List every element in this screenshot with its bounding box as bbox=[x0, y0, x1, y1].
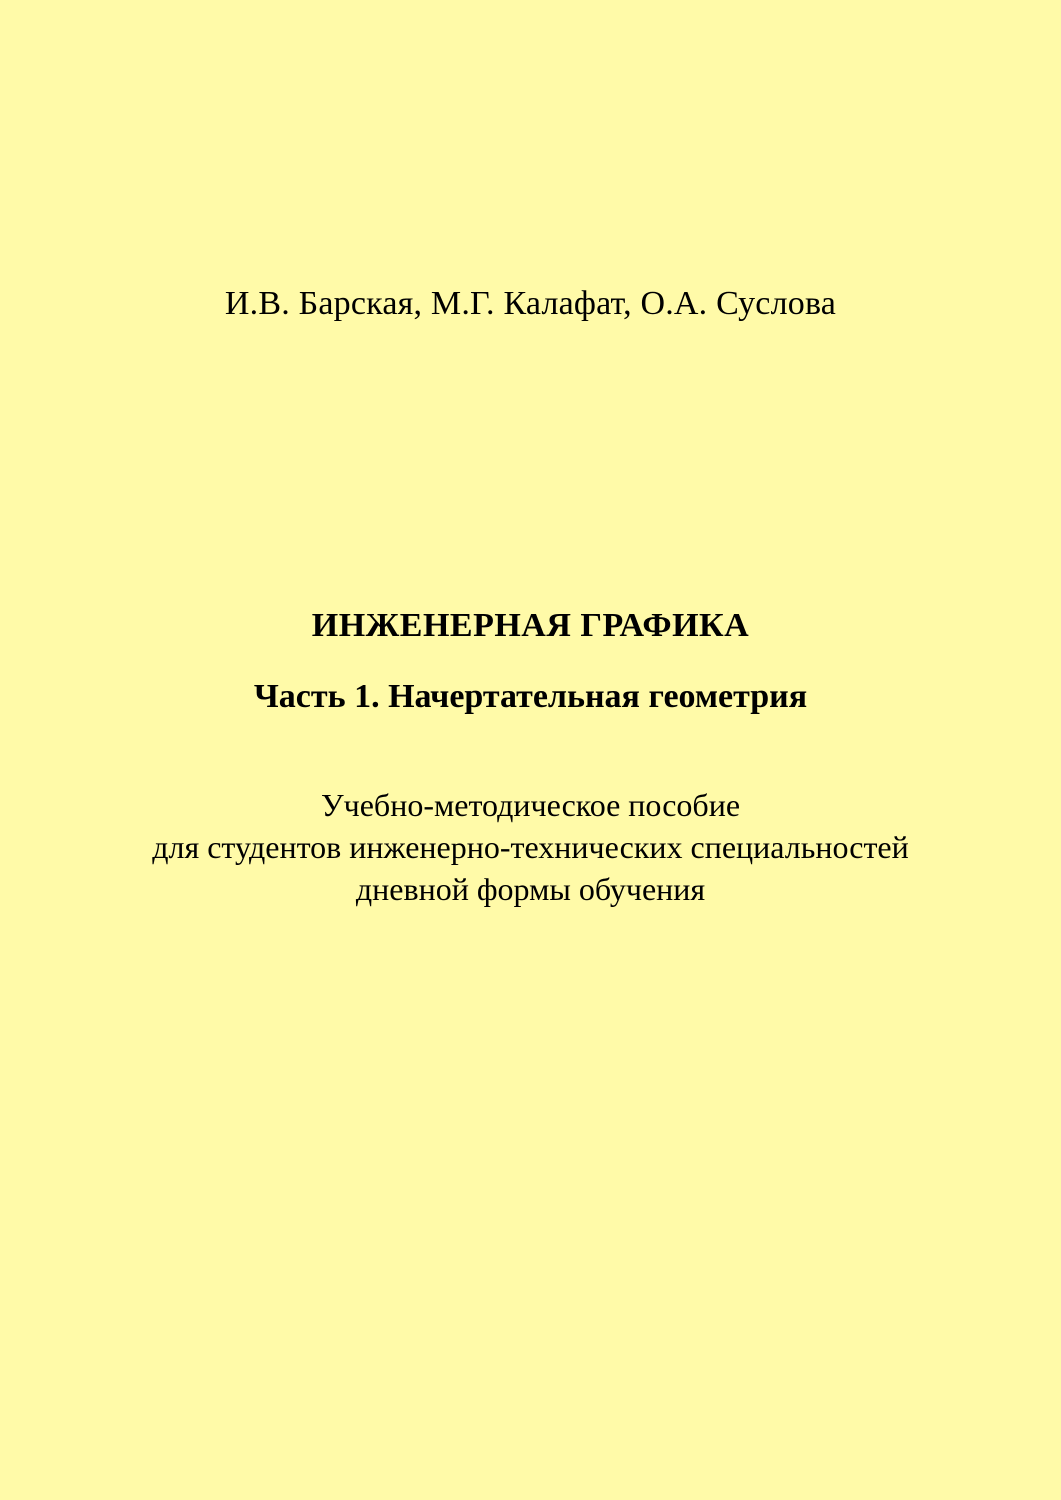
book-description bbox=[0, 784, 1061, 910]
authors: И.В. Барская, М.Г. Калафат, О.А. Суслова bbox=[224, 285, 837, 322]
book-subtitle: Часть 1. Начертательная геометрия bbox=[253, 678, 808, 715]
book-title: ИНЖЕНЕРНАЯ ГРАФИКА bbox=[311, 607, 750, 644]
description-line: Учебно-методическое пособие bbox=[320, 787, 741, 823]
description-line: дневной формы обучения bbox=[355, 871, 706, 907]
description-line: для студентов инженерно-технических специальностей bbox=[152, 829, 909, 865]
